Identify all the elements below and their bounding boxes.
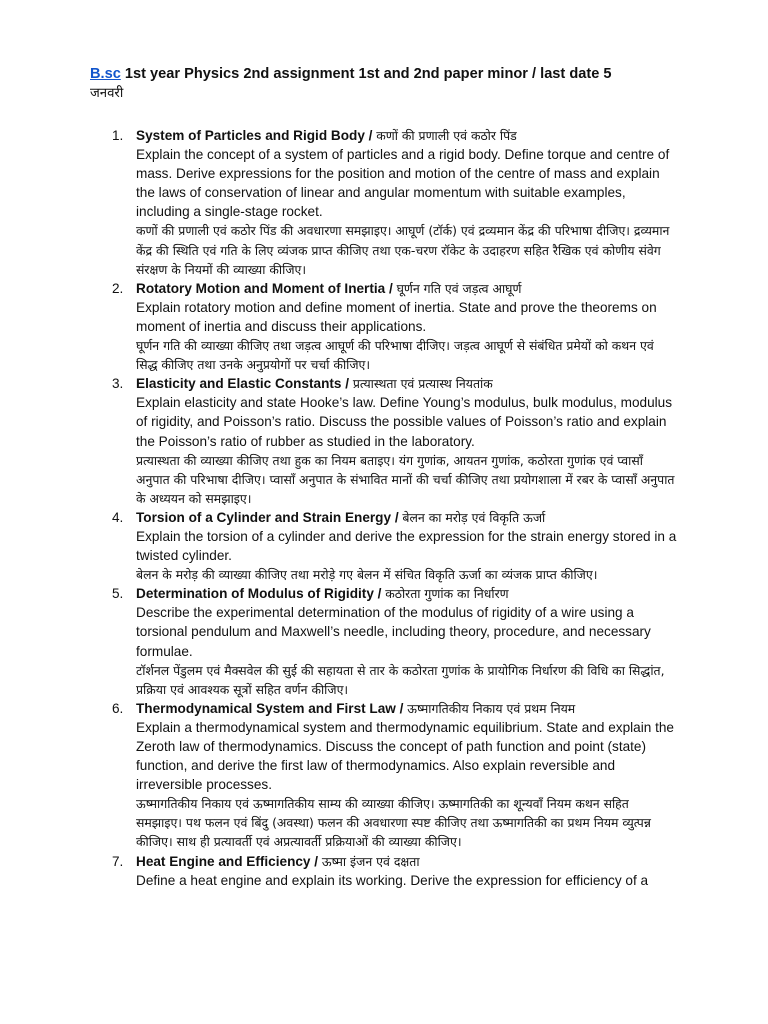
question-item-7 xyxy=(90,852,678,890)
question-item-4 xyxy=(90,508,678,584)
question-number: 4. xyxy=(112,509,124,525)
question-number: 5. xyxy=(112,586,124,602)
question-title-en: Thermodynamical System and First Law xyxy=(136,700,396,716)
question-text-en: Explain elasticity and state Hooke’s law. Define Young’s modulus, bulk modulus, modulus of rigidity, and Poisson’s ratio. Discuss the possible values of Poisson’s ratio and explain the Poisson’s ratio of rubber as studied in the laboratory. xyxy=(136,395,673,449)
title-text: 1st year Physics 2nd assignment 1st and 2nd paper minor / last date 5 xyxy=(120,66,612,82)
question-title-en: Rotatory Motion and Moment of Inertia xyxy=(136,280,386,296)
bsc-link[interactable]: B.sc xyxy=(90,66,121,82)
question-title: Rotatory Motion and Moment of Inertia / xyxy=(136,280,397,296)
question-text-hi: टॉर्शनल पेंडुलम एवं मैक्सवेल की सुई की सहायता से तार के कठोरता गुणांक के प्रायोगिक निर्धारण की विधि का सिद्धांत, प्रक्रिया एवं आवश्यक सूत्रों सहित वर्णन कीजिए। xyxy=(136,662,665,697)
question-text-en: Explain the concept of a system of particles and a rigid body. Define torque and centre of mass. Derive expressions for the position and motion of the centre of mass and explain the laws of conservation of linear and angular momentum with suitable examples, including a single-stage rocket. xyxy=(136,147,670,220)
question-title-en: Heat Engine and Efficiency xyxy=(136,853,311,869)
question-list xyxy=(90,126,678,890)
question-text-hi: बेलन के मरोड़ की व्याख्या कीजिए तथा मरोड़े गए बेलन में संचित विकृति ऊर्जा का व्यंजक प्राप्त कीजिए। xyxy=(136,567,598,583)
question-number: 7. xyxy=(112,853,124,869)
question-text-hi: घूर्णन गति की व्याख्या कीजिए तथा जड़त्व आघूर्ण की परिभाषा दीजिए। जड़त्व आघूर्ण से संबंधित प्रमेयों को कथन एवं सिद्ध कीजिए तथा उनके अनुप्रयोगों पर चर्चा कीजिए। xyxy=(136,338,654,373)
question-text-hi: ऊष्मागतिकीय निकाय एवं ऊष्मागतिकीय साम्य की व्याख्या कीजिए। ऊष्मागतिकी का शून्यवाँ नियम कथन सहित समझाइए। पथ फलन एवं बिंदु (अवस्था) फलन की अवधारणा स्पष्ट कीजिए तथा ऊष्मागतिकी का प्रथम नियम व्युत्पन्न कीजिए। साथ ही प्रत्यावर्ती एवं अप्रत्यावर्ती प्रक्रियाओं की व्याख्या कीजिए। xyxy=(136,796,651,850)
question-text-hi: प्रत्यास्थता की व्याख्या कीजिए तथा हुक का नियम बताइए। यंग गुणांक, आयतन गुणांक, कठोरता गुणांक एवं प्वासॉं अनुपात की परिभाषा दीजिए। प्वासॉं अनुपात के संभावित मानों की चर्चा कीजिए तथा प्रयोगशाला में रबर के प्वासॉं अनुपात के अध्ययन को समझाइए। xyxy=(136,452,675,506)
question-title-hi: कठोरता गुणांक का निर्धारण xyxy=(385,586,509,602)
question-title: Torsion of a Cylinder and Strain Energy / xyxy=(136,509,403,525)
question-number: 3. xyxy=(112,376,124,392)
question-title-en: Determination of Modulus of Rigidity xyxy=(136,586,374,602)
question-item-3 xyxy=(90,374,678,508)
question-title-en: Elasticity and Elastic Constants xyxy=(136,376,342,392)
question-item-2 xyxy=(90,279,678,374)
question-text-en: Explain rotatory motion and define moment of inertia. State and prove the theorems on moment of inertia and discuss their applications. xyxy=(136,299,657,334)
question-text-hi: कणों की प्रणाली एवं कठोर पिंड की अवधारणा समझाइए। आघूर्ण (टॉर्क) एवं द्रव्यमान केंद्र की परिभाषा दीजिए। द्रव्यमान केंद्र की स्थिति एवं गति के लिए व्यंजक प्राप्त कीजिए तथा एक-चरण रॉकेट के उदाहरण सहित रैखिक एवं कोणीय संवेग संरक्षण के नियमों की व्याख्या कीजिए। xyxy=(136,223,670,277)
question-item-1 xyxy=(90,126,678,279)
question-title-hi: बेलन का मरोड़ एवं विकृति ऊर्जा xyxy=(402,509,546,525)
question-item-5 xyxy=(90,584,678,699)
question-title: Determination of Modulus of Rigidity / xyxy=(136,586,386,602)
question-number: 6. xyxy=(112,700,124,716)
question-text-en: Define a heat engine and explain its working. Derive the expression for efficiency of a xyxy=(136,872,649,888)
question-title-en: Torsion of a Cylinder and Strain Energy xyxy=(136,509,392,525)
question-text-en: Explain the torsion of a cylinder and derive the expression for the strain energy stored in a twisted cylinder. xyxy=(136,528,677,564)
question-title: System of Particles and Rigid Body / xyxy=(136,128,377,143)
question-title: Thermodynamical System and First Law / xyxy=(136,700,408,716)
title-hindi: जनवरी xyxy=(90,86,124,101)
question-title-hi: घूर्णन गति एवं जड़त्व आघूर्ण xyxy=(396,280,522,296)
question-number: 1. xyxy=(112,128,124,143)
question-title-en: System of Particles and Rigid Body xyxy=(136,128,365,143)
question-title: Heat Engine and Efficiency / xyxy=(136,853,322,869)
question-title-hi: ऊष्मा इंजन एवं दक्षता xyxy=(321,853,420,869)
question-text-en: Explain a thermodynamical system and thermodynamic equilibrium. State and explain the Zeroth law of thermodynamics. Discuss the concept of path function and point (state) function, and derive the first law of thermodynamics. Also explain reversible and irreversible processes. xyxy=(136,719,674,793)
question-title-hi: प्रत्यास्थता एवं प्रत्यास्थ नियतांक xyxy=(352,376,493,392)
page-title xyxy=(90,64,678,104)
question-title: Elasticity and Elastic Constants / xyxy=(136,376,353,392)
question-item-6 xyxy=(90,699,678,852)
question-title-hi: ऊष्मागतिकीय निकाय एवं प्रथम नियम xyxy=(407,700,576,716)
question-title-hi: कणों की प्रणाली एवं कठोर पिंड xyxy=(376,128,517,143)
question-number: 2. xyxy=(112,280,124,296)
question-text-en: Describe the experimental determination of the modulus of rigidity of a wire using a torsional pendulum and Maxwell’s needle, including theory, procedure, and necessary formulae. xyxy=(136,605,651,659)
